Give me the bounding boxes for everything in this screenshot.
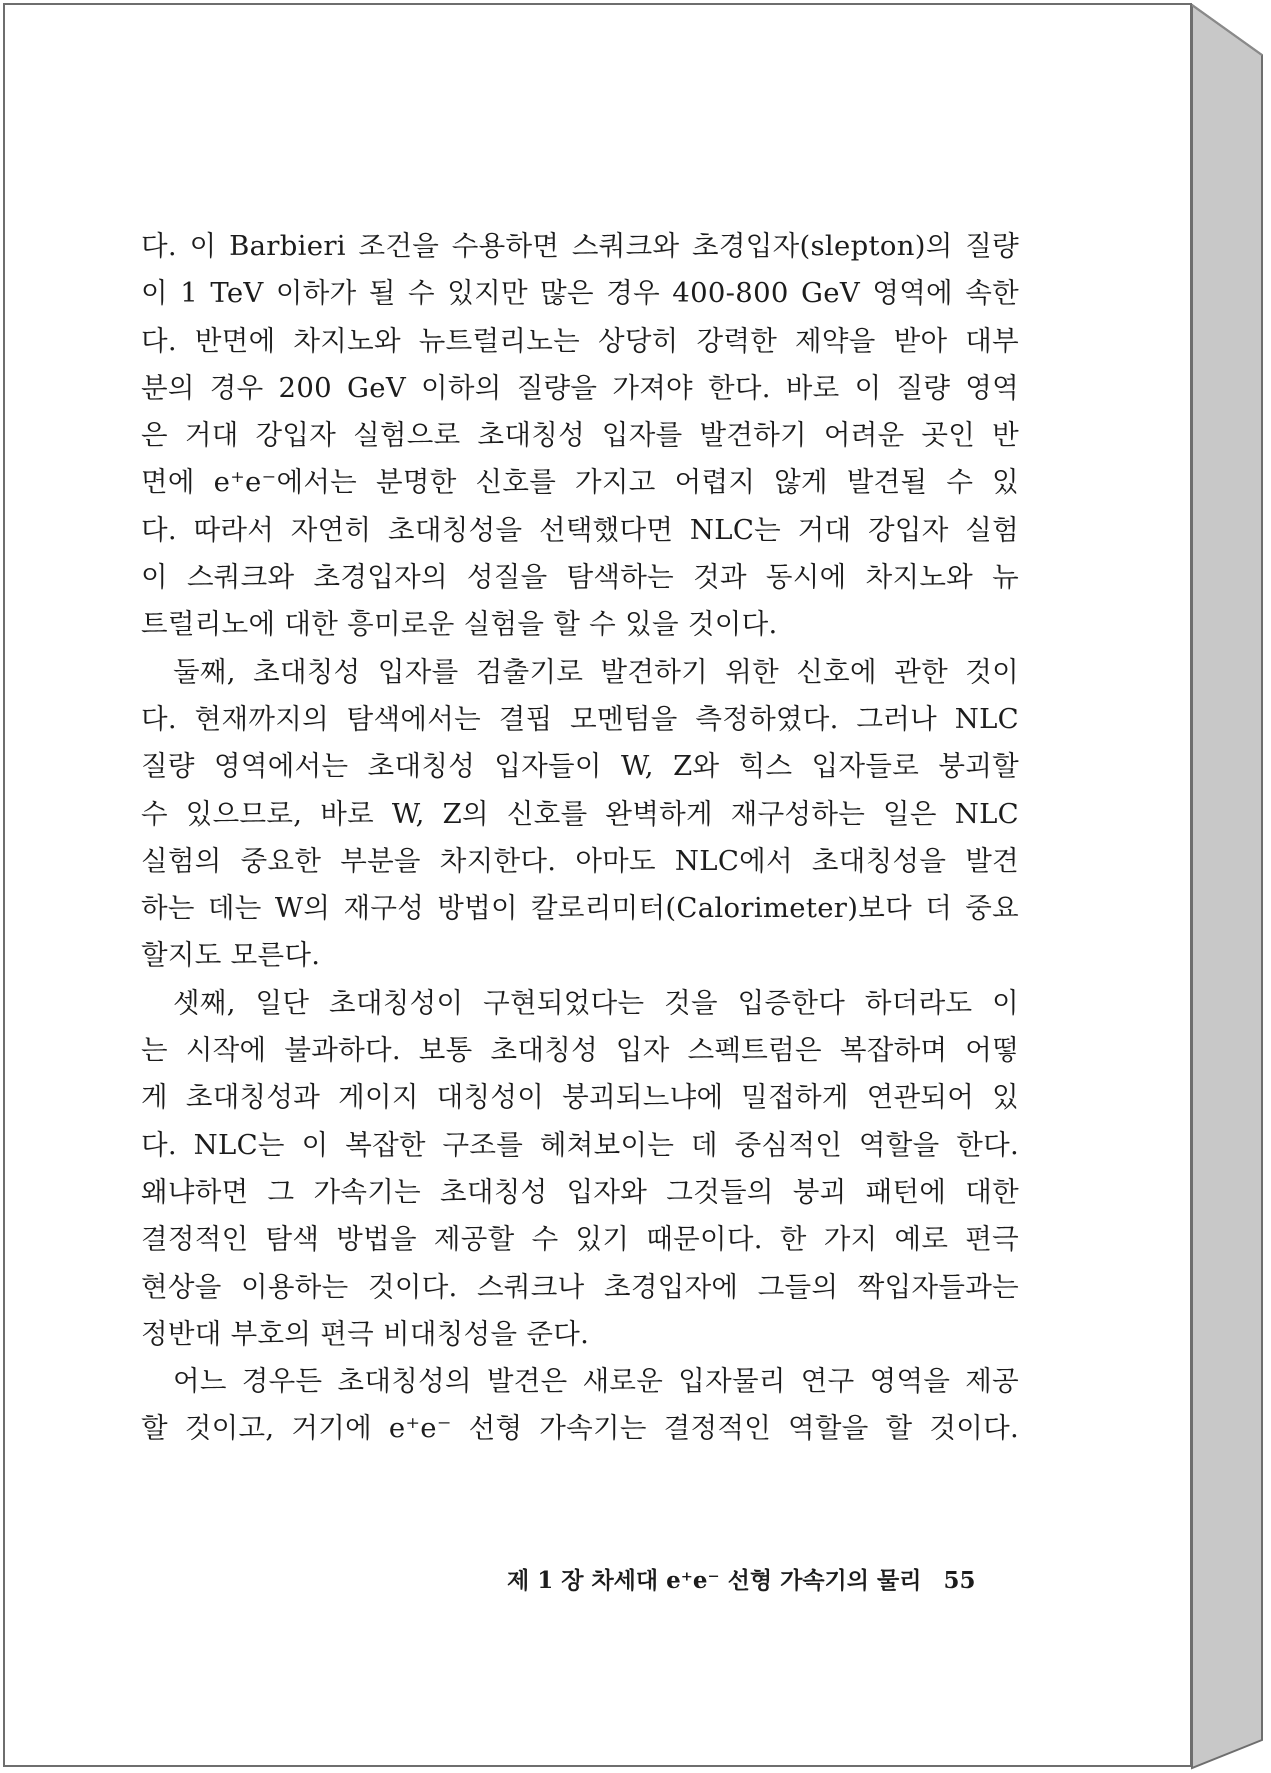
text-line: 왜냐하면 그 가속기는 초대칭성 입자와 그것들의 붕괴 패턴에 대한: [141, 1175, 1019, 1208]
text-line: 셋째, 일단 초대칭성이 구현되었다는 것을 입증한다 하더라도 이: [173, 986, 1019, 1019]
text-line: 분의 경우 200 GeV 이하의 질량을 가져야 한다. 바로 이 질량 영역: [141, 371, 1019, 404]
text-line: 이 스쿼크와 초경입자의 성질을 탐색하는 것과 동시에 차지노와 뉴: [141, 561, 1019, 594]
text-line: 이 1 TeV 이하가 될 수 있지만 많은 경우 400-800 GeV 영역에 속한: [141, 277, 1019, 310]
text-line: 질량 영역에서는 초대칭성 입자들이 W, Z와 힉스 입자들로 붕괴할: [141, 750, 1019, 783]
text-line: 할 것이고, 거기에 e⁺e⁻ 선형 가속기는 결정적인 역할을 할 것이다.: [141, 1412, 1019, 1445]
text-line: 다. 반면에 차지노와 뉴트럴리노는 상당히 강력한 제약을 받아 대부: [141, 324, 1019, 357]
page-number: 55: [943, 1567, 976, 1594]
text-line: 어느 경우든 초대칭성의 발견은 새로운 입자물리 연구 영역을 제공: [173, 1365, 1019, 1398]
text-line: 다. 따라서 자연히 초대칭성을 선택했다면 NLC는 거대 강입자 실험: [141, 513, 1019, 546]
chapter-title: 제 1 장 차세대 e⁺e⁻ 선형 가속기의 물리: [507, 1567, 922, 1594]
book-page: [3, 3, 1192, 1767]
text-line: 실험의 중요한 부분을 차지한다. 아마도 NLC에서 초대칭성을 발견: [141, 844, 1019, 877]
text-line: 는 시작에 불과하다. 보통 초대칭성 입자 스펙트럼은 복잡하며 어떻: [141, 1034, 1019, 1067]
body-text: [141, 223, 1019, 1453]
text-line: 정반대 부호의 편극 비대칭성을 준다.: [141, 1317, 590, 1350]
text-line: 다. 현재까지의 탐색에서는 결핍 모멘텀을 측정하였다. 그러나 NLC: [141, 702, 1019, 735]
text-line: 현상을 이용하는 것이다. 스쿼크나 초경입자에 그들의 짝입자들과는: [141, 1270, 1019, 1303]
text-line: 결정적인 탐색 방법을 제공할 수 있기 때문이다. 한 가지 예로 편극: [141, 1223, 1019, 1256]
text-line: 다. NLC는 이 복잡한 구조를 헤쳐보이는 데 중심적인 역할을 한다.: [141, 1128, 1019, 1161]
text-line: 은 거대 강입자 실험으로 초대칭성 입자를 발견하기 어려운 곳인 반: [141, 419, 1019, 452]
text-line: 트럴리노에 대한 흥미로운 실험을 할 수 있을 것이다.: [141, 608, 778, 641]
text-line: 둘째, 초대칭성 입자를 검출기로 발견하기 위한 신호에 관한 것이: [173, 655, 1019, 688]
text-line: 게 초대칭성과 게이지 대칭성이 붕괴되느냐에 밀접하게 연관되어 있: [141, 1081, 1019, 1114]
text-line: 하는 데는 W의 재구성 방법이 칼로리미터(Calorimeter)보다 더 중요: [141, 892, 1019, 925]
running-footer: [507, 1562, 975, 1595]
text-line: 면에 e⁺e⁻에서는 분명한 신호를 가지고 어렵지 않게 발견될 수 있: [141, 466, 1019, 499]
text-line: 다. 이 Barbieri 조건을 수용하면 스쿼크와 초경입자(slepton)의 질량: [141, 230, 1019, 262]
text-line: 할지도 모른다.: [141, 939, 321, 972]
text-line: 수 있으므로, 바로 W, Z의 신호를 완벽하게 재구성하는 일은 NLC: [141, 797, 1019, 830]
